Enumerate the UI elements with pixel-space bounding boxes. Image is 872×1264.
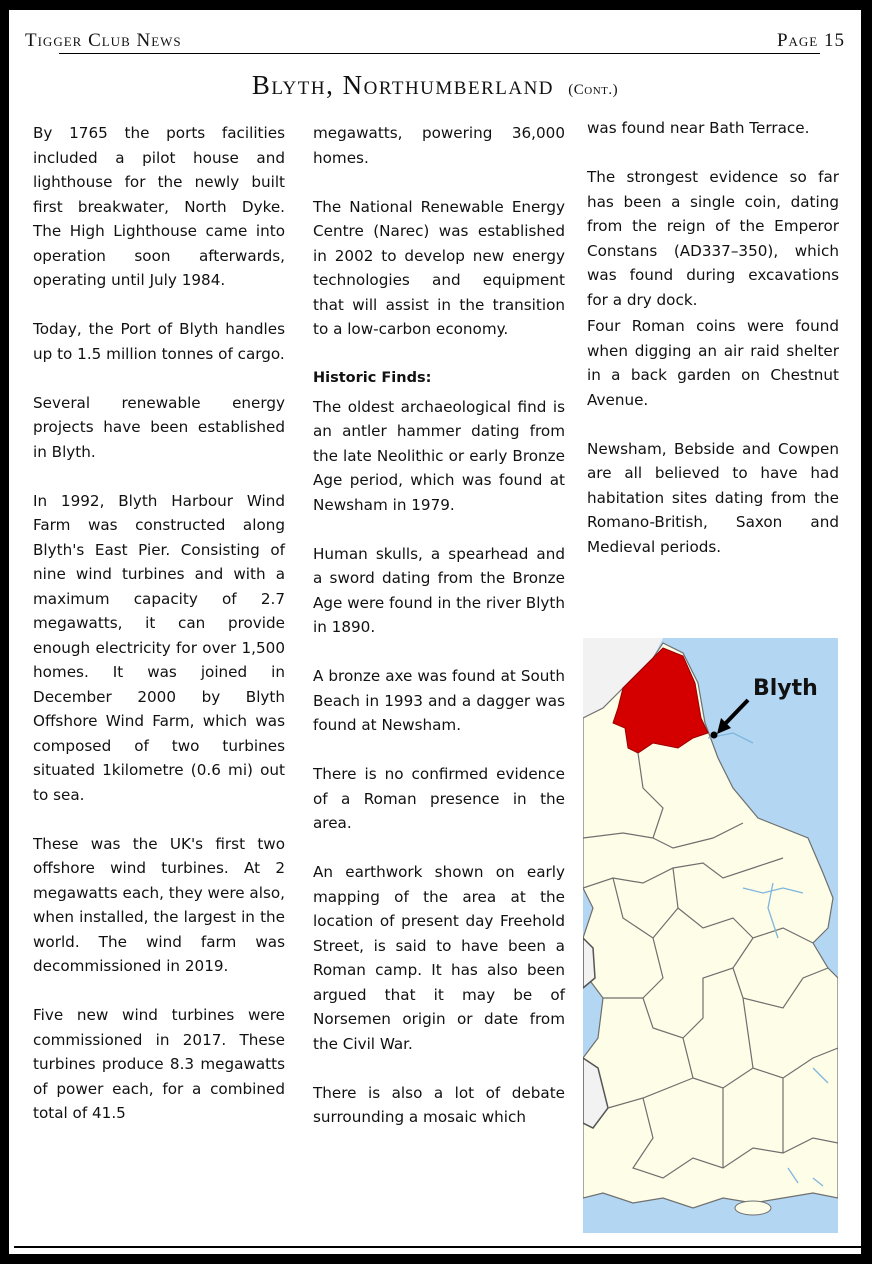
isle-of-wight (735, 1201, 771, 1215)
paragraph: A bronze axe was found at South Beach in 1993 and a dagger was found at Newsham. (313, 667, 565, 734)
paragraph: Newsham, Bebside and Cowpen are all believed to have had habitation sites dating from the Romano-British, Saxon and Medieval periods. (587, 439, 839, 556)
header-divider (59, 53, 820, 54)
article-title-text: Blyth, Northumberland (251, 70, 555, 100)
paragraph: The strongest evidence so far has been a single coin, dating from the reign of the Emperor Constans (AD337–350), which was found during excavations for a dry dock. (587, 168, 839, 309)
paragraph: There is no confirmed evidence of a Roman presence in the area. (313, 765, 565, 832)
paragraph: In 1992, Blyth Harbour Wind Farm was constructed along Blyth's East Pier. Consisting of nine wind turbines and with a maximum capacity of 2.7 megawatts, it can provide enough electricity for over 1,500 homes. It was joined in December 2000 by Blyth Offshore Wind Farm, which was composed of two turbines situated 1kilometre (0.6 mi) out to sea. (33, 491, 285, 804)
footer-divider (14, 1246, 861, 1248)
column-3 (587, 116, 839, 584)
paragraph: megawatts, powering 36,000 homes. (313, 124, 565, 167)
page-number: Page 15 (776, 30, 845, 51)
blyth-location-dot (711, 732, 718, 739)
column-1 (33, 121, 285, 1150)
column-2 (313, 121, 565, 1154)
paragraph: The National Renewable Energy Centre (Narec) was established in 2002 to develop new energy technologies and equipment that will assist in the transition to a low-carbon economy. (313, 197, 565, 338)
article-title-suffix: (Cont.) (568, 82, 619, 98)
section-heading-historic-finds: Historic Finds: (313, 370, 432, 386)
publication-name: Tigger Club News (25, 30, 182, 51)
location-map (583, 638, 838, 1233)
paragraph: An earthwork shown on early mapping of the area at the location of present day Freehold Street, is said to have been a Roman camp. It has also been argued that it may be of Norsemen origin or date from the Civil War. (313, 863, 565, 1053)
paragraph: was found near Bath Terrace. (587, 119, 810, 137)
paragraph: Four Roman coins were found when digging an air raid shelter in a back garden on Chestnut Avenue. (587, 317, 839, 409)
paragraph: Five new wind turbines were commissioned in 2017. These turbines produce 8.3 megawatts of power each, for a combined total of 41.5 (33, 1006, 285, 1122)
article-title (9, 70, 861, 101)
paragraph: Today, the Port of Blyth handles up to 1.5 million tonnes of cargo. (33, 320, 285, 363)
paragraph: These was the UK's first two offshore wind turbines. At 2 megawatts each, they were also, when installed, the largest in the world. The wind farm was decommissioned in 2019. (33, 834, 285, 975)
paragraph: There is also a lot of debate surrounding a mosaic which (313, 1083, 565, 1126)
paragraph: By 1765 the ports facilities included a pilot house and lighthouse for the newly built first breakwater, North Dyke. The High Lighthouse came into operation soon afterwards, operating until July 1984. (33, 124, 285, 289)
paragraph: The oldest archaeological find is an antler hammer dating from the late Neolithic or early Bronze Age period, which was found at Newsham in 1979. (313, 397, 565, 514)
newsletter-page (9, 10, 861, 1254)
map-label-blyth: Blyth (753, 676, 818, 701)
map-graphic (583, 638, 838, 1233)
paragraph: Several renewable energy projects have been established in Blyth. (33, 393, 285, 461)
paragraph: Human skulls, a spearhead and a sword dating from the Bronze Age were found in the river Blyth in 1890. (313, 544, 565, 636)
